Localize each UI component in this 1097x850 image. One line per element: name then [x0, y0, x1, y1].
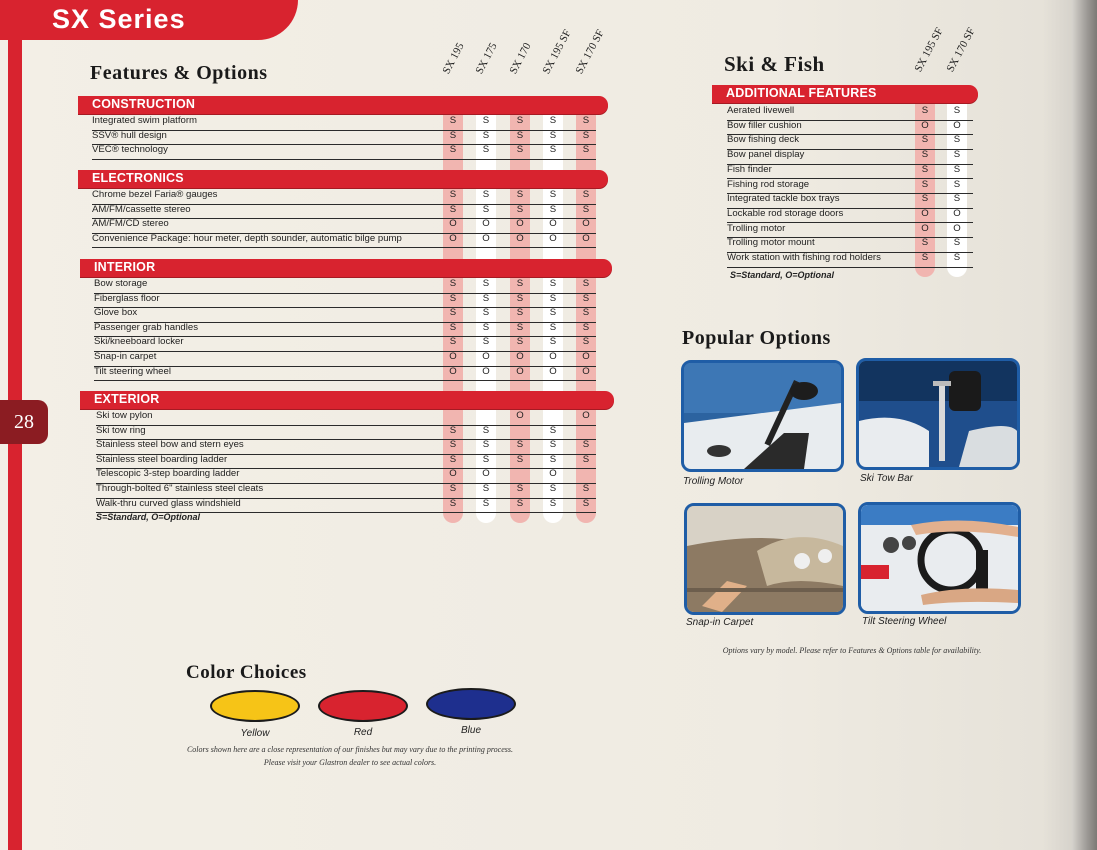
- availability-cell: S: [582, 336, 590, 348]
- sf-feature-row: [727, 223, 973, 239]
- sf-header-1: SX 195 SF: [912, 25, 946, 74]
- sf-availability-cell: O: [921, 207, 929, 219]
- availability-cell: O: [516, 365, 524, 377]
- feature-label: Stainless steel boarding ladder: [96, 453, 228, 465]
- availability-cell: S: [582, 278, 590, 289]
- feature-label: Tilt steering wheel: [94, 365, 171, 377]
- availability-cell: O: [449, 232, 457, 244]
- availability-cell: S: [449, 189, 457, 200]
- feature-label: Glove box: [94, 307, 138, 319]
- availability-cell: S: [516, 497, 524, 509]
- availability-cell: S: [449, 292, 457, 304]
- availability-cell: S: [449, 453, 457, 465]
- category-exterior: [80, 391, 614, 409]
- availability-cell: S: [449, 115, 457, 126]
- availability-cell: S: [449, 144, 457, 156]
- availability-cell: S: [482, 497, 490, 509]
- feature-row: [96, 410, 596, 426]
- availability-cell: S: [482, 292, 490, 304]
- feature-label: Through-bolted 6" stainless steel cleats: [96, 483, 264, 494]
- sf-feature-label: Trolling motor: [727, 222, 786, 234]
- snap-in-carpet-photo: [684, 503, 846, 615]
- feature-row: [92, 130, 596, 146]
- availability-cell: S: [516, 336, 524, 348]
- availability-cell: S: [449, 439, 457, 451]
- category-label: CONSTRUCTION: [92, 97, 196, 111]
- sf-availability-cell: O: [953, 119, 961, 131]
- availability-cell: S: [549, 189, 557, 200]
- availability-cell: O: [449, 468, 457, 480]
- feature-row: [94, 293, 596, 309]
- availability-cell: S: [549, 453, 557, 465]
- availability-cell: S: [582, 483, 590, 494]
- availability-cell: S: [549, 483, 557, 494]
- feature-row: [92, 218, 596, 234]
- sf-header-2: SX 170 SF: [944, 25, 978, 74]
- sf-feature-label: Lockable rod storage doors: [727, 207, 844, 219]
- sf-feature-label: Bow filler cushion: [727, 119, 802, 131]
- availability-cell: O: [582, 218, 590, 230]
- feature-row: [92, 144, 596, 160]
- sf-availability-cell: S: [921, 178, 929, 190]
- availability-cell: S: [582, 144, 590, 156]
- feature-label: Passenger grab handles: [94, 321, 199, 333]
- feature-label: Walk-thru curved glass windshield: [96, 497, 241, 509]
- sf-availability-cell: S: [921, 163, 929, 175]
- page-number: 28: [0, 400, 48, 444]
- feature-label: Ski/kneeboard locker: [94, 336, 184, 348]
- availability-cell: S: [516, 321, 524, 333]
- feature-row: [94, 322, 596, 338]
- sf-availability-cell: S: [921, 252, 929, 263]
- availability-cell: S: [449, 203, 457, 215]
- availability-cell: O: [449, 351, 457, 362]
- availability-cell: O: [516, 232, 524, 244]
- availability-cell: O: [516, 410, 524, 421]
- availability-cell: S: [482, 307, 490, 319]
- feature-label: VEC® technology: [92, 144, 168, 156]
- series-header: [0, 0, 298, 40]
- feature-row: [92, 233, 596, 249]
- tilt-steering-wheel-photo: [858, 502, 1021, 614]
- sf-availability-cell: S: [953, 105, 961, 116]
- sf-availability-cell: S: [921, 237, 929, 249]
- model-header-4: SX 195 SF: [540, 27, 574, 76]
- availability-cell: S: [582, 321, 590, 333]
- feature-row: [94, 366, 596, 382]
- availability-cell: O: [482, 468, 490, 480]
- availability-cell: S: [482, 424, 490, 436]
- category-construction: [78, 96, 608, 114]
- availability-cell: S: [449, 129, 457, 141]
- availability-cell: O: [482, 351, 490, 362]
- availability-cell: S: [482, 115, 490, 126]
- availability-cell: O: [582, 351, 590, 362]
- feature-row: [96, 468, 596, 484]
- sf-availability-cell: S: [921, 149, 929, 161]
- yellow-swatch: [210, 690, 300, 722]
- sf-feature-label: Bow panel display: [727, 149, 805, 161]
- availability-cell: O: [549, 365, 557, 377]
- caption-trolling-motor: Trolling Motor: [683, 476, 744, 487]
- availability-cell: O: [482, 365, 490, 377]
- availability-cell: S: [582, 115, 590, 126]
- availability-cell: O: [449, 365, 457, 377]
- availability-cell: S: [549, 144, 557, 156]
- sf-feature-label: Bow fishing deck: [727, 134, 799, 146]
- popular-options-title: Popular Options: [682, 327, 831, 349]
- feature-label: AM/FM/cassette stereo: [92, 203, 191, 215]
- availability-cell: S: [516, 278, 524, 289]
- availability-cell: S: [482, 336, 490, 348]
- red-label: Red: [353, 727, 373, 738]
- sf-feature-label: Fish finder: [727, 163, 772, 175]
- availability-cell: S: [549, 321, 557, 333]
- caption-tilt-steering-wheel: Tilt Steering Wheel: [862, 616, 947, 627]
- feature-label: Fiberglass floor: [94, 292, 160, 304]
- sf-availability-cell: S: [921, 105, 929, 116]
- model-header-1: SX 195: [440, 40, 467, 76]
- sf-feature-row: [727, 149, 973, 165]
- sf-feature-row: [727, 237, 973, 253]
- red-swatch: [318, 690, 408, 722]
- availability-cell: S: [516, 203, 524, 215]
- model-header-2: SX 175: [473, 40, 500, 76]
- sf-feature-label: Aerated livewell: [727, 105, 795, 116]
- sf-availability-cell: S: [921, 134, 929, 146]
- availability-cell: S: [549, 203, 557, 215]
- feature-label: Ski tow pylon: [96, 410, 153, 421]
- yellow-label: Yellow: [240, 728, 270, 739]
- availability-cell: S: [482, 144, 490, 156]
- availability-cell: O: [549, 218, 557, 230]
- availability-cell: S: [516, 144, 524, 156]
- availability-cell: O: [482, 232, 490, 244]
- availability-cell: S: [516, 129, 524, 141]
- category-label: INTERIOR: [94, 260, 156, 274]
- feature-label: Integrated swim platform: [92, 115, 198, 126]
- availability-cell: S: [516, 292, 524, 304]
- availability-cell: S: [482, 439, 490, 451]
- availability-cell: S: [516, 115, 524, 126]
- sf-feature-row: [727, 179, 973, 195]
- model-header-5: SX 170 SF: [573, 27, 607, 76]
- availability-cell: S: [482, 278, 490, 289]
- feature-label: Ski tow ring: [96, 424, 146, 436]
- sf-availability-cell: O: [953, 222, 961, 234]
- blue-swatch: [426, 688, 516, 720]
- availability-cell: O: [582, 365, 590, 377]
- feature-label: Stainless steel bow and stern eyes: [96, 439, 244, 451]
- availability-cell: S: [482, 483, 490, 494]
- availability-cell: S: [582, 203, 590, 215]
- availability-cell: S: [516, 453, 524, 465]
- availability-cell: O: [549, 468, 557, 480]
- availability-cell: S: [449, 321, 457, 333]
- feature-label: Chrome bezel Faria® gauges: [92, 189, 218, 200]
- availability-cell: S: [482, 189, 490, 200]
- model-header-3: SX 170: [507, 40, 534, 76]
- availability-cell: S: [516, 483, 524, 494]
- availability-cell: S: [449, 278, 457, 289]
- availability-cell: S: [482, 453, 490, 465]
- feature-row: [92, 115, 596, 131]
- feature-row: [94, 336, 596, 352]
- availability-cell: S: [516, 439, 524, 451]
- feature-label: Telescopic 3-step boarding ladder: [96, 468, 240, 480]
- sf-availability-cell: S: [953, 134, 961, 146]
- category-electronics: [78, 170, 608, 188]
- feature-label: AM/FM/CD stereo: [92, 218, 169, 230]
- sf-availability-cell: S: [953, 193, 961, 205]
- availability-cell: S: [549, 424, 557, 436]
- availability-cell: S: [582, 292, 590, 304]
- availability-cell: S: [449, 497, 457, 509]
- availability-cell: S: [449, 307, 457, 319]
- availability-cell: S: [549, 439, 557, 451]
- colors-note-line2: Please visit your Glastron dealer to see actual colors.: [263, 758, 437, 767]
- sf-feature-row: [727, 252, 973, 268]
- sf-feature-row: [727, 120, 973, 136]
- availability-cell: S: [549, 278, 557, 289]
- feature-row: [96, 454, 596, 470]
- category-interior: [80, 259, 612, 277]
- sf-availability-cell: O: [921, 119, 929, 131]
- availability-cell: S: [549, 115, 557, 126]
- feature-label: SSV® hull design: [92, 129, 167, 141]
- availability-cell: S: [549, 497, 557, 509]
- availability-cell: S: [582, 439, 590, 451]
- feature-row: [96, 439, 596, 455]
- availability-cell: O: [549, 232, 557, 244]
- sf-feature-row: [727, 105, 973, 121]
- color-choices-title: Color Choices: [186, 662, 307, 683]
- feature-row: [92, 189, 596, 205]
- availability-cell: S: [482, 203, 490, 215]
- feature-row: [96, 483, 596, 499]
- popular-options-note: Options vary by model. Please refer to Features & Options table for availability.: [722, 646, 982, 655]
- availability-cell: O: [516, 218, 524, 230]
- feature-label: Convenience Package: hour meter, depth sounder, automatic bilge pump: [92, 232, 402, 244]
- availability-cell: S: [449, 424, 457, 436]
- feature-row: [96, 425, 596, 441]
- availability-cell: S: [582, 189, 590, 200]
- availability-cell: S: [582, 307, 590, 319]
- sf-availability-cell: S: [953, 252, 961, 263]
- category-label: ADDITIONAL FEATURES: [726, 86, 877, 100]
- feature-row: [94, 278, 596, 294]
- caption-ski-tow-bar: Ski Tow Bar: [860, 473, 913, 484]
- series-title: SX Series: [52, 4, 186, 34]
- features-legend: S=Standard, O=Optional: [96, 512, 201, 522]
- availability-cell: O: [549, 351, 557, 362]
- availability-cell: S: [582, 453, 590, 465]
- availability-cell: O: [516, 351, 524, 362]
- availability-cell: O: [582, 232, 590, 244]
- sf-availability-cell: S: [953, 178, 961, 190]
- category-additional-features: [712, 85, 978, 103]
- sf-availability-cell: O: [953, 207, 961, 219]
- sf-availability-cell: O: [921, 222, 929, 234]
- sf-availability-cell: S: [953, 163, 961, 175]
- category-label: EXTERIOR: [94, 392, 160, 406]
- sf-feature-label: Trolling motor mount: [727, 237, 815, 249]
- availability-cell: S: [549, 307, 557, 319]
- blue-label: Blue: [460, 725, 481, 736]
- availability-cell: S: [516, 307, 524, 319]
- features-title: Features & Options: [90, 62, 268, 84]
- feature-row: [94, 351, 596, 367]
- feature-row: [94, 307, 596, 323]
- feature-label: Snap-in carpet: [94, 351, 157, 362]
- ski-fish-legend: S=Standard, O=Optional: [730, 270, 835, 280]
- ski-fish-title: Ski & Fish: [724, 52, 825, 76]
- feature-label: Bow storage: [94, 278, 148, 289]
- sf-availability-cell: S: [953, 237, 961, 249]
- availability-cell: S: [516, 189, 524, 200]
- sf-availability-cell: S: [953, 149, 961, 161]
- sf-feature-label: Fishing rod storage: [727, 178, 810, 190]
- availability-cell: O: [482, 218, 490, 230]
- availability-cell: O: [449, 218, 457, 230]
- availability-cell: S: [549, 336, 557, 348]
- sf-feature-row: [727, 134, 973, 150]
- trolling-motor-photo: [681, 360, 844, 472]
- availability-cell: S: [482, 129, 490, 141]
- sf-feature-label: Work station with fishing rod holders: [727, 252, 881, 263]
- feature-row: [92, 204, 596, 220]
- sf-feature-row: [727, 193, 973, 209]
- availability-cell: S: [449, 336, 457, 348]
- sf-feature-label: Integrated tackle box trays: [727, 193, 840, 205]
- caption-snap-in-carpet: Snap-in Carpet: [686, 617, 754, 628]
- availability-cell: S: [449, 483, 457, 494]
- page-binding: [1072, 0, 1097, 850]
- availability-cell: S: [549, 292, 557, 304]
- sf-availability-cell: S: [921, 193, 929, 205]
- availability-cell: S: [482, 321, 490, 333]
- availability-cell: S: [549, 129, 557, 141]
- availability-cell: O: [582, 410, 590, 421]
- availability-cell: S: [582, 497, 590, 509]
- ski-tow-bar-photo: [856, 358, 1020, 470]
- availability-cell: S: [582, 129, 590, 141]
- category-label: ELECTRONICS: [92, 171, 184, 185]
- sf-feature-row: [727, 164, 973, 180]
- feature-row: [96, 498, 596, 514]
- sf-feature-row: [727, 208, 973, 224]
- colors-note-line1: Colors shown here are a close representation of our finishes but may vary due to the printing process.: [186, 745, 514, 754]
